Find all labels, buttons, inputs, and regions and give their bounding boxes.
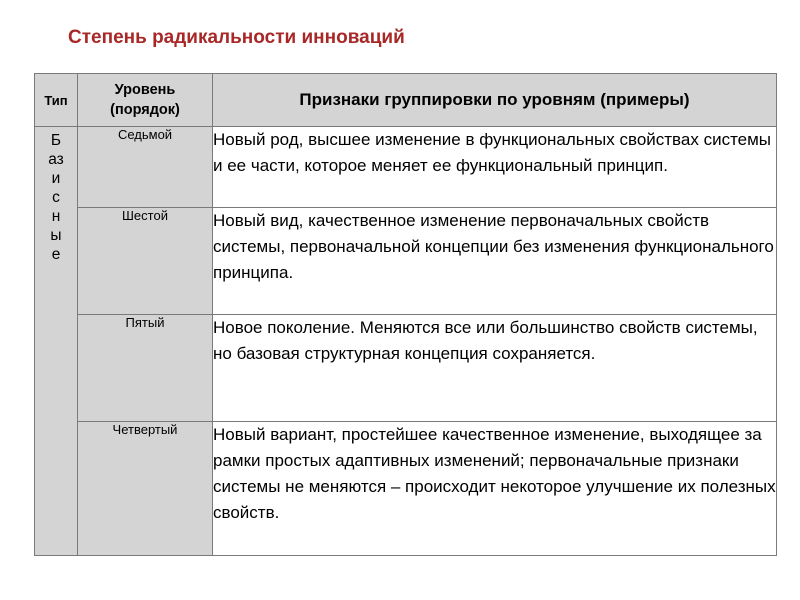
header-level: Уровень (порядок) [78, 74, 213, 127]
header-signs: Признаки группировки по уровням (примеры) [213, 74, 777, 127]
table-row [35, 422, 777, 556]
table-row [35, 127, 777, 208]
table-row [35, 208, 777, 315]
description-cell: Новый род, высшее изменение в функциональных свойствах системы и ее части, которое меняет ее функциональный принцип. [213, 127, 777, 208]
level-cell: Пятый [78, 315, 213, 422]
header-type: Тип [35, 74, 78, 127]
level-cell: Четвертый [78, 422, 213, 556]
page-title: Степень радикальности инноваций [68, 27, 405, 48]
level-cell: Седьмой [78, 127, 213, 208]
level-cell: Шестой [78, 208, 213, 315]
type-label-vertical: Б аз и с н ы е [48, 132, 64, 263]
innovation-levels-table [34, 73, 777, 556]
table-header-row [35, 74, 777, 127]
table-row [35, 315, 777, 422]
description-cell: Новое поколение. Меняются все или большинство свойств системы, но базовая структурная концепция сохраняется. [213, 315, 777, 422]
description-cell: Новый вариант, простейшее качественное изменение, выходящее за рамки простых адаптивных изменений; первоначальные признаки системы не меняются – происходит некоторое улучшение их полезных свойств. [213, 422, 777, 556]
description-cell: Новый вид, качественное изменение первоначальных свойств системы, первоначальной концепции без изменения функционального принципа. [213, 208, 777, 315]
type-cell [35, 127, 78, 556]
